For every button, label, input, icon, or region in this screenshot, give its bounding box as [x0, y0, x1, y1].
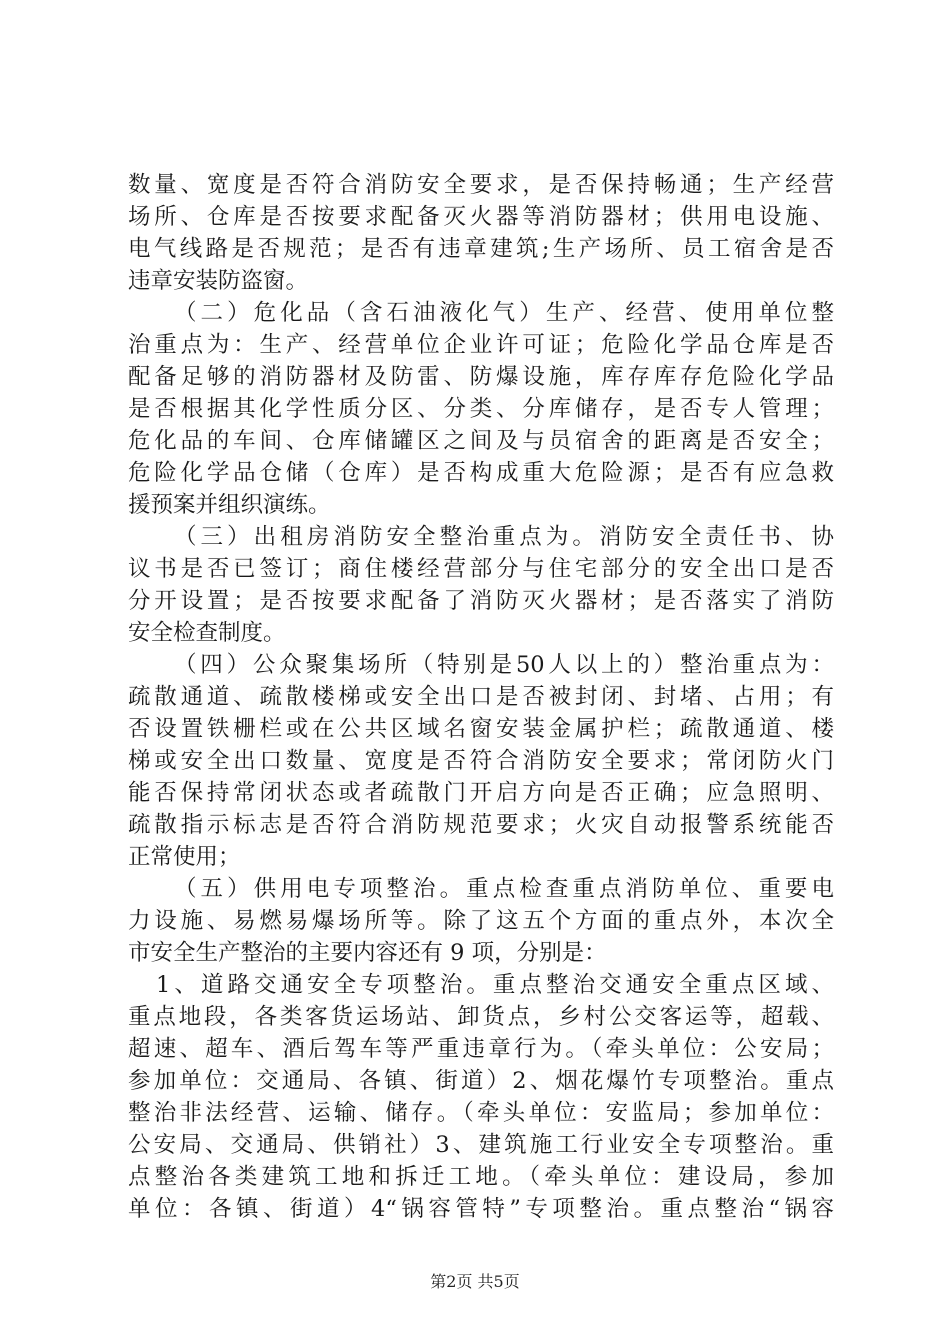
paragraph-heading-line: （四）公众聚集场所（特别是50人以上的）整治重点为：	[174, 652, 834, 678]
text-line: 市安全生产整治的主要内容还有 9 项，分别是：	[128, 940, 607, 966]
document-body	[128, 169, 834, 1225]
text-line: 场所、仓库是否按要求配备灭火器等消防器材；供用电设施、	[128, 204, 834, 230]
text-line: 危险化学品仓储（仓库）是否构成重大危险源；是否有应急救	[128, 460, 834, 486]
paragraph-heading-line: 1、道路交通安全专项整治。重点整治交通安全重点区域、	[156, 972, 834, 998]
text-line: 参加单位：交通局、各镇、街道）2、烟花爆竹专项整治。重点	[128, 1068, 834, 1094]
text-line: 议书是否已签订；商住楼经营部分与住宅部分的安全出口是否	[128, 556, 834, 582]
text-line: 疏散通道、疏散楼梯或安全出口是否被封闭、封堵、占用；有	[128, 684, 834, 710]
text-line: 点整治各类建筑工地和拆迁工地。（牵头单位：建设局，参加	[128, 1164, 834, 1190]
text-line: 数量、宽度是否符合消防安全要求，是否保持畅通；生产经营	[128, 172, 834, 198]
text-line: 安全检查制度。	[128, 620, 286, 646]
text-line: 电气线路是否规范；是否有违章建筑;生产场所、员工宿舍是否	[128, 236, 834, 262]
text-line: 超速、超车、酒后驾车等严重违章行为。（牵头单位：公安局；	[128, 1036, 834, 1062]
text-line: 疏散指示标志是否符合消防规范要求；火灾自动报警系统能否	[128, 812, 834, 838]
text-line: 单位：各镇、街道）4“锅容管特”专项整治。重点整治“锅容	[128, 1196, 834, 1222]
text-line: 分开设置；是否按要求配备了消防灭火器材；是否落实了消防	[128, 588, 834, 614]
text-line: 危化品的车间、仓库储罐区之间及与员宿舍的距离是否安全；	[128, 428, 834, 454]
paragraph-heading-line: （五）供用电专项整治。重点检查重点消防单位、重要电	[174, 876, 834, 902]
text-line: 重点地段，各类客货运场站、卸货点，乡村公交客运等，超载、	[128, 1004, 834, 1030]
text-line: 援预案并组织演练。	[128, 492, 331, 518]
paragraph-heading-line: （三）出租房消防安全整治重点为。消防安全责任书、协	[174, 524, 834, 550]
text-line: 配备足够的消防器材及防雷、防爆设施，库存库存危险化学品	[128, 364, 834, 390]
text-line: 能否保持常闭状态或者疏散门开启方向是否正确；应急照明、	[128, 780, 834, 806]
paragraph-heading-line: （二）危化品（含石油液化气）生产、经营、使用单位整	[174, 300, 834, 326]
text-line: 违章安装防盗窗。	[128, 268, 309, 294]
page-number: 第2页 共5页	[430, 1272, 520, 1291]
text-line: 公安局、交通局、供销社）3、建筑施工行业安全专项整治。重	[128, 1132, 834, 1158]
text-line: 整治非法经营、运输、储存。（牵头单位：安监局；参加单位：	[128, 1100, 834, 1126]
text-line: 梯或安全出口数量、宽度是否符合消防安全要求；常闭防火门	[128, 748, 834, 774]
text-line: 否设置铁栅栏或在公共区域名窗安装金属护栏；疏散通道、楼	[128, 716, 834, 742]
text-line: 治重点为：生产、经营单位企业许可证；危险化学品仓库是否	[128, 332, 834, 358]
text-line: 力设施、易燃易爆场所等。除了这五个方面的重点外，本次全	[128, 908, 834, 934]
text-line: 是否根据其化学性质分区、分类、分库储存，是否专人管理；	[128, 396, 834, 422]
text-line: 正常使用；	[128, 844, 241, 870]
